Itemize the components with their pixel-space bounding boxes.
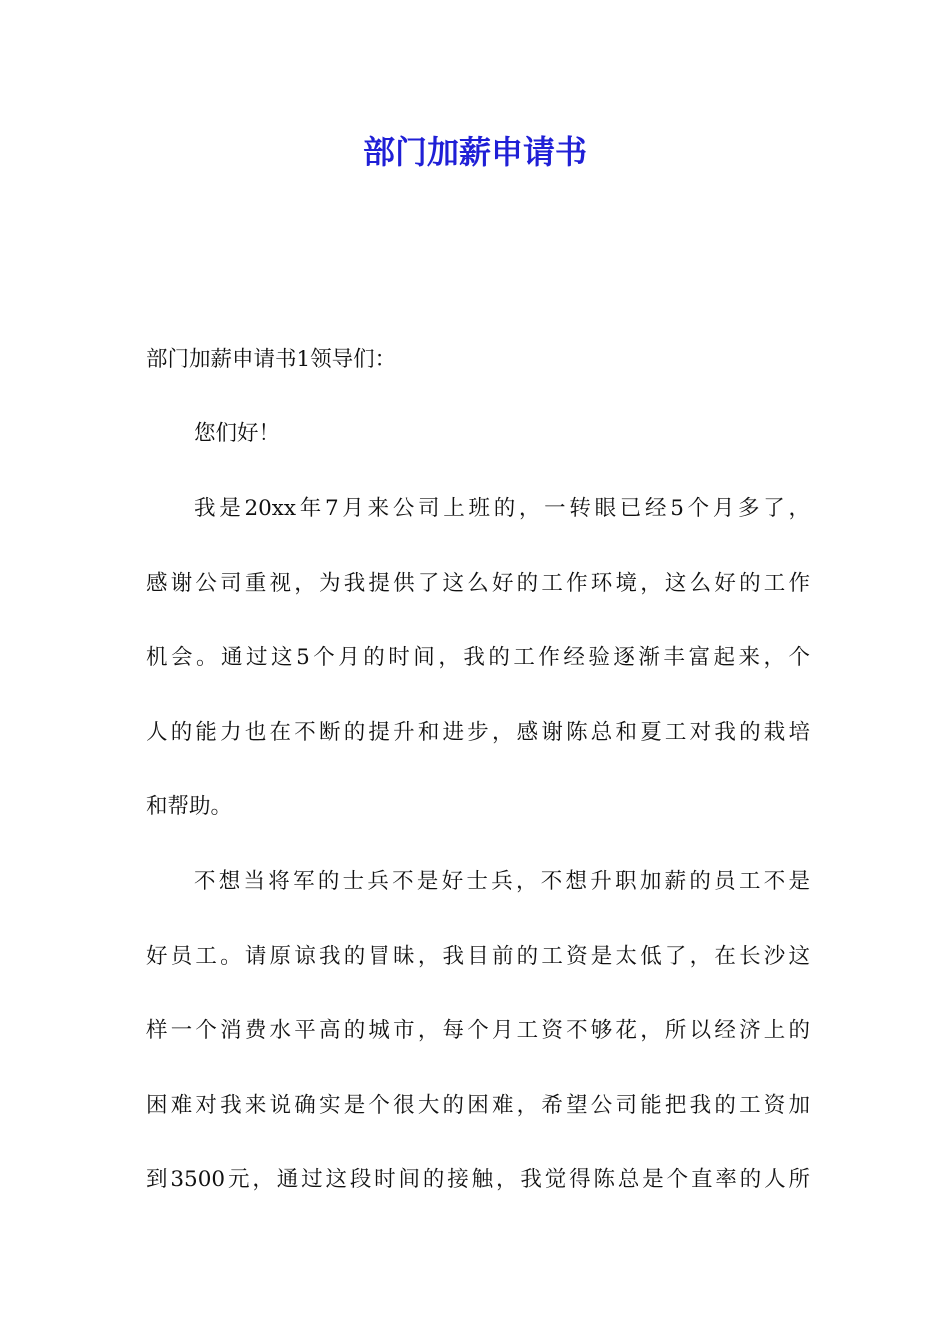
paragraph-1-line-2: 感谢公司重视，为我提供了这么好的工作环境，这么好的工作 xyxy=(146,571,810,596)
paragraph-1-line-3: 机会。通过这5个月的时间，我的工作经验逐渐丰富起来，个 xyxy=(146,645,810,670)
paragraph-2-line-4: 困难对我来说确实是个很大的困难，希望公司能把我的工资加 xyxy=(146,1093,810,1118)
salutation-line: 部门加薪申请书1领导们： xyxy=(146,347,397,372)
paragraph-2-line-3: 样一个消费水平高的城市，每个月工资不够花，所以经济上的 xyxy=(146,1018,810,1043)
paragraph-2-line-1: 不想当将军的士兵不是好士兵，不想升职加薪的员工不是 xyxy=(194,869,810,894)
paragraph-1-line-1: 我是20xx年7月来公司上班的，一转眼已经5个月多了， xyxy=(194,496,810,521)
paragraph-1-line-4: 人的能力也在不断的提升和进步，感谢陈总和夏工对我的栽培 xyxy=(146,720,810,745)
paragraph-2-line-2: 好员工。请原谅我的冒昧，我目前的工资是太低了，在长沙这 xyxy=(146,944,810,969)
document-title: 部门加薪申请书 xyxy=(362,133,587,171)
paragraph-2-line-5: 到3500元，通过这段时间的接触，我觉得陈总是个直率的人所 xyxy=(146,1167,810,1192)
paragraph-1-line-5: 和帮助。 xyxy=(146,794,233,819)
greeting-line: 您们好！ xyxy=(194,421,281,446)
